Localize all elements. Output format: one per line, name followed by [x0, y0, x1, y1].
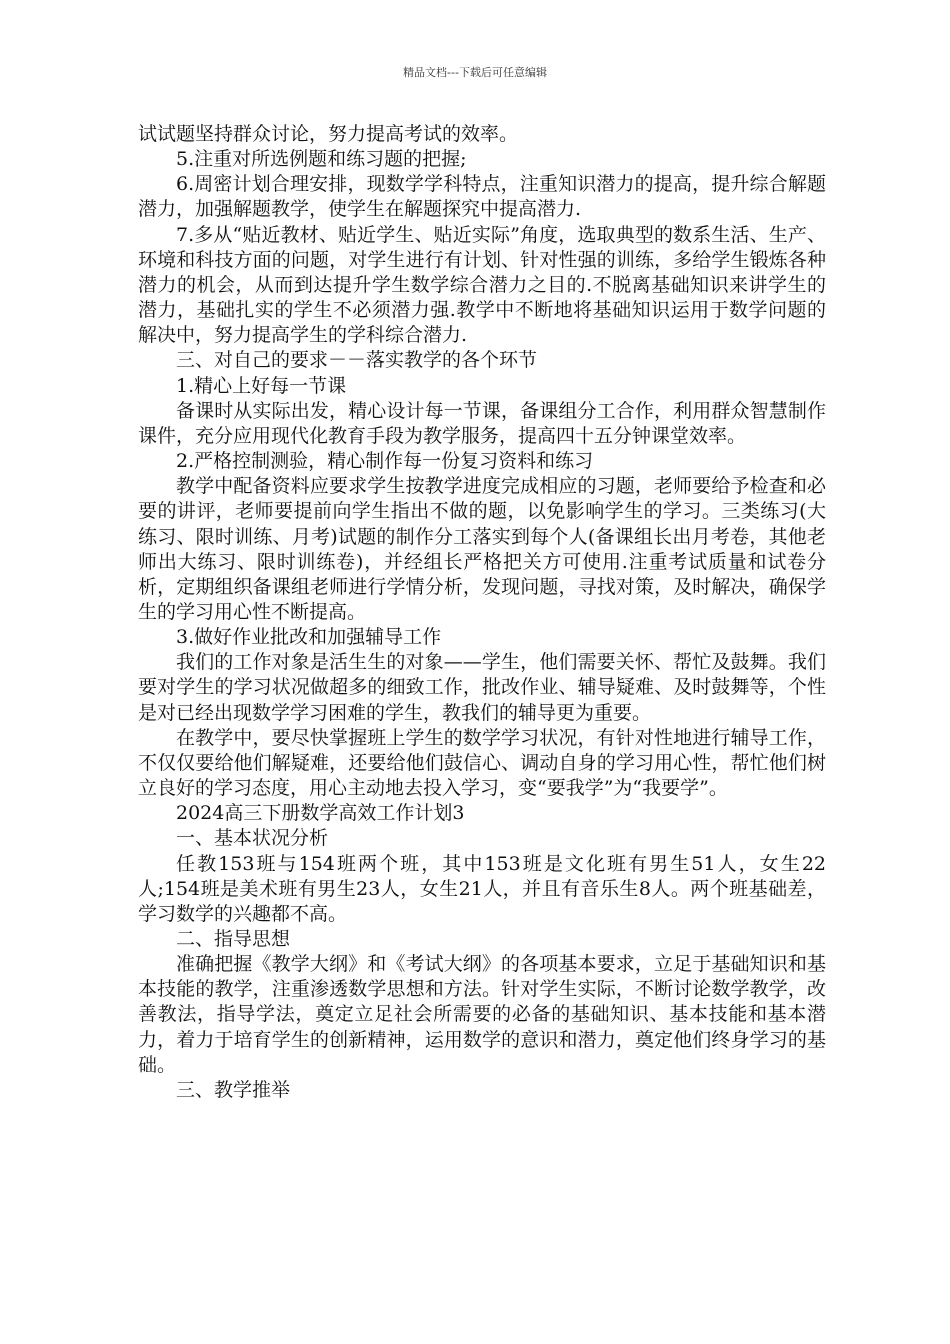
page-header: 精品文档---下载后可任意编辑 — [403, 66, 547, 79]
paragraph: 一、基本状况分析 — [176, 827, 329, 850]
paragraph: 三、教学推举 — [176, 1078, 291, 1101]
paragraph: 7.多从“贴近教材、贴近学生、贴近实际”角度，选取典型的数系生活、生产、环境和科技方面的问题，对学生进行有计划、针对性强的训练，多给学生锻炼各种潜力的机会，从而到达提升学生数学综合潜力之目的.不脱离基础知识来讲学生的潜力，基础扎实的学生不必须潜力强.教学中不断地将基础知识运用于数学问题的解决中，努力提高学生的学科综合潜力. — [138, 223, 826, 347]
paragraph: 准确把握《教学大纲》和《考试大纲》的各项基本要求，立足于基础知识和基本技能的教学，注重渗透数学思想和方法。针对学生实际，不断讨论数学教学，改善教法，指导学法，奠定立足社会所需要的必备的基础知识、基本技能和基本潜力，着力于培育学生的创新精神，运用数学的意识和潜力，奠定他们终身学习的基础。 — [138, 953, 826, 1076]
paragraph: 教学中配备资料应要求学生按教学进度完成相应的习题，老师要给予检查和必要的讲评，老师要提前向学生指出不做的题，以免影响学生的学习。三类练习(大练习、限时训练、月考)试题的制作分工落实到每个人(备课组长出月考卷，其他老师出大练习、限时训练卷)，并经组长严格把关方可使用.注重考试质量和试卷分析，定期组织备课组老师进行学情分析，发现问题，寻找对策，及时解决，确保学生的学习用心性不断提高。 — [138, 475, 826, 623]
paragraph: 1.精心上好每一节课 — [176, 374, 347, 397]
paragraph: 备课时从实际出发，精心设计每一节课，备课组分工合作，利用群众智慧制作课件，充分应用现代化教育手段为教学服务，提高四十五分钟课堂效率。 — [138, 399, 826, 447]
paragraph: 任教153班与154班两个班，其中153班是文化班有男生51人，女生22人;154班是美术班有男生23人，女生21人，并且有音乐生8人。两个班基础差，学习数学的兴趣都不高。 — [138, 852, 826, 925]
document-body — [138, 122, 826, 1103]
paragraph: 我们的工作对象是活生生的对象——学生，他们需要关怀、帮忙及鼓舞。我们要对学生的学习状况做超多的细致工作，批改作业、辅导疑难、及时鼓舞等，个性是对已经出现数学学习困难的学生，教我们的辅导更为重要。 — [138, 651, 826, 724]
paragraph: 三、对自己的要求－－落实教学的各个环节 — [176, 349, 538, 372]
paragraph: 2.严格控制测验，精心制作每一份复习资料和练习 — [176, 450, 594, 473]
paragraph: 5.注重对所选例题和练习题的把握; — [176, 148, 467, 171]
paragraph: 二、指导思想 — [176, 928, 291, 950]
paragraph: 试试题坚持群众讨论，努力提高考试的效率。 — [138, 123, 519, 145]
paragraph: 在教学中，要尽快掌握班上学生的数学学习状况，有针对性地进行辅导工作，不仅仅要给他们解疑难，还要给他们鼓信心、调动自身的学习用心性，帮忙他们树立良好的学习态度，用心主动地去投入学习，变“要我学”为“我要学”。 — [138, 726, 826, 800]
paragraph: 3.做好作业批改和加强辅导工作 — [176, 626, 442, 649]
paragraph: 2024高三下册数学高效工作计划3 — [176, 802, 465, 825]
paragraph: 6.周密计划合理安排，现数学学科特点，注重知识潜力的提高，提升综合解题潜力，加强解题教学，使学生在解题探究中提高潜力. — [138, 173, 826, 221]
